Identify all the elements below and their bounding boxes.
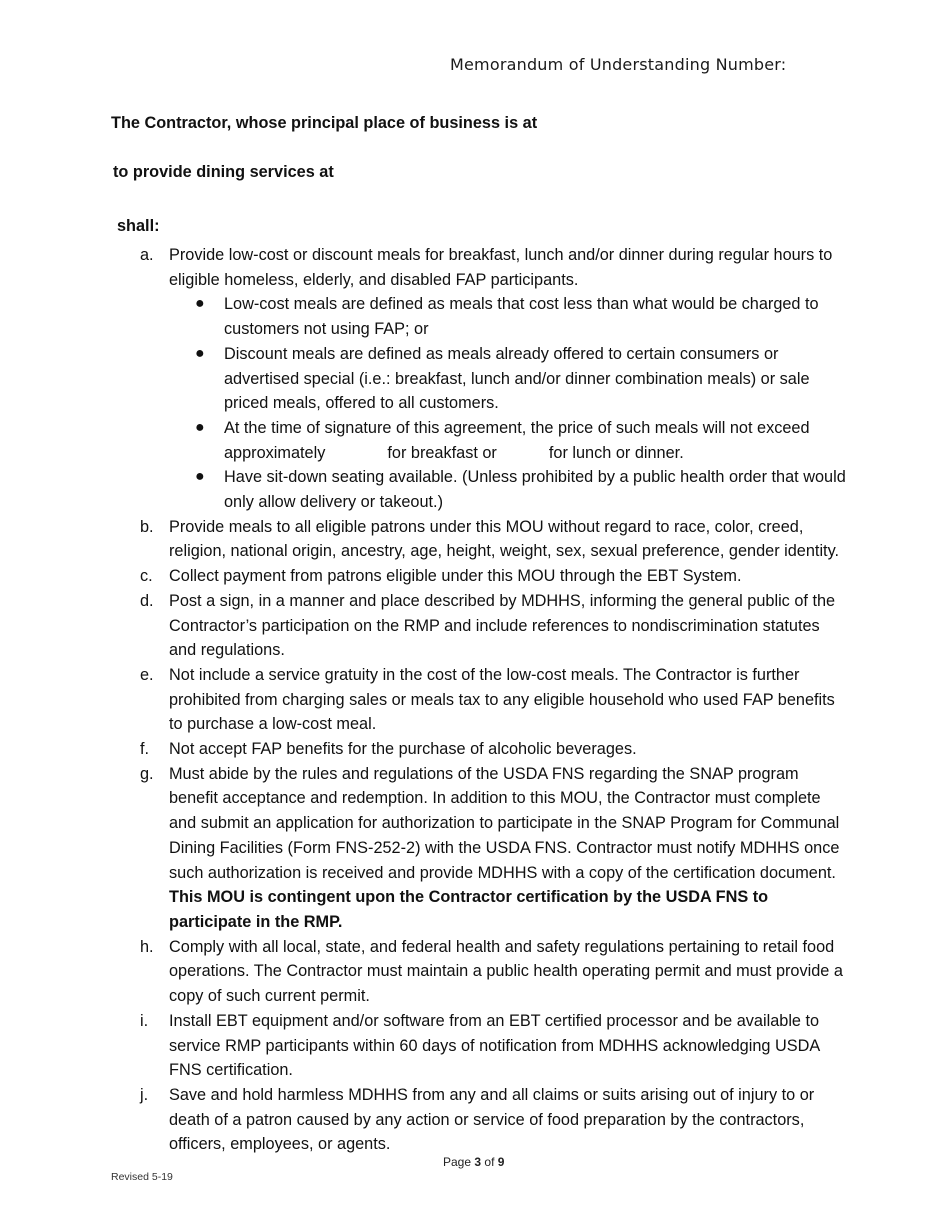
shall-line: shall:: [117, 217, 160, 235]
list-item-a: [140, 243, 850, 292]
price-text-part1: At the time of signature of this agreement, the price of such meals will not exceed approximately: [224, 418, 810, 462]
page-of: of: [484, 1155, 495, 1169]
item-marker: b.: [140, 517, 154, 536]
item-marker: e.: [140, 665, 154, 684]
list-item-b: [140, 515, 850, 564]
item-text: Save and hold harmless MDHHS from any and all claims or suits arising out of injury to or death of a patron caused by any action or service of food preparation by the contractors, officers, employees, or agents.: [169, 1085, 815, 1154]
item-text: Comply with all local, state, and federal health and safety regulations pertaining to retail food operations. The Contractor must maintain a public health operating permit and must provide a copy of such current permit.: [169, 937, 843, 1006]
list-item-g: [140, 762, 850, 935]
item-text: Must abide by the rules and regulations of the USDA FNS regarding the SNAP program benefit acceptance and redemption. In addition to this MOU, the Contractor must complete and submit an application for authorization to participate in the SNAP Program for Communal Dining Facilities (Form FNS-252-2) with the USDA FNS. Contractor must notify MDHHS once such authorization is received and provide MDHHS with a copy of the certification document.: [169, 764, 840, 882]
item-text: Collect payment from patrons eligible under this MOU through the EBT System.: [169, 567, 742, 586]
list-item-c: [140, 564, 850, 589]
item-text: Not include a service gratuity in the cost of the low-cost meals. The Contractor is further prohibited from charging sales or meals tax to any eligible household who used FAP benefits to purchase a low-cost meal.: [169, 665, 835, 734]
list-item-d: [140, 589, 850, 663]
list-item-j: [140, 1083, 850, 1157]
sub-bullet-item: [140, 342, 850, 416]
bullet-icon: ●: [195, 468, 205, 486]
item-marker: d.: [140, 591, 154, 610]
contingency-statement: This MOU is contingent upon the Contractor certification by the USDA FNS to participate in the RMP.: [169, 888, 769, 931]
sub-bullet-item: [140, 416, 850, 465]
item-marker: f.: [140, 740, 150, 759]
dining-services-line: to provide dining services at: [113, 163, 334, 181]
sub-bullet-text: Discount meals are defined as meals already offered to certain consumers or advertised special (i.e.: breakfast, lunch and/or dinner combination meals) or sale priced meals, offered to all customers.: [224, 344, 810, 413]
sub-bullet-item: [140, 465, 850, 514]
obligations-list: [140, 243, 850, 1157]
bullet-icon: ●: [195, 418, 205, 436]
item-marker: h.: [140, 937, 154, 956]
contractor-line: The Contractor, whose principal place of business is at: [111, 114, 538, 132]
page-current: 3: [474, 1155, 482, 1169]
item-text: Provide meals to all eligible patrons under this MOU without regard to race, color, creed, religion, national origin, ancestry, age, height, weight, sex, sexual preference, gender identity.: [169, 517, 840, 561]
list-item-h: [140, 935, 850, 1009]
item-marker: a.: [140, 246, 154, 264]
item-marker: j.: [140, 1085, 149, 1104]
list-item-e: [140, 663, 850, 737]
page-total: 9: [497, 1155, 505, 1169]
item-text: Post a sign, in a manner and place described by MDHHS, informing the general public of the Contractor’s participation on the RMP and include references to nondiscrimination statutes and regulations.: [169, 591, 836, 660]
list-item-i: [140, 1009, 850, 1083]
price-text-part2: for breakfast or: [387, 443, 497, 462]
item-text: Not accept FAP benefits for the purchase of alcoholic beverages.: [169, 740, 637, 759]
sub-bullet-text: Have sit-down seating available. (Unless prohibited by a public health order that would only allow delivery or takeout.): [224, 468, 846, 512]
item-text: Install EBT equipment and/or software from an EBT certified processor and be available to service RMP participants within 60 days of notification from MDHHS acknowledging USDA FNS certification.: [169, 1011, 820, 1080]
bullet-icon: ●: [195, 295, 205, 313]
page-number: [443, 1155, 504, 1169]
item-text: Provide low-cost or discount meals for breakfast, lunch and/or dinner during regular hours to eligible homeless, elderly, and disabled FAP participants.: [169, 246, 833, 289]
sub-bullet-text: Low-cost meals are defined as meals that cost less than what would be charged to customers not using FAP; or: [224, 295, 819, 339]
page-prefix: Page: [443, 1155, 472, 1169]
sub-bullet-item: [140, 292, 850, 341]
price-text-part3: for lunch or dinner.: [548, 443, 684, 462]
bullet-icon: ●: [195, 344, 205, 362]
item-marker: i.: [140, 1011, 149, 1030]
revision-note: Revised 5-19: [111, 1171, 173, 1183]
item-marker: c.: [140, 567, 153, 586]
item-marker: g.: [140, 764, 154, 783]
memo-number-label: Memorandum of Understanding Number:: [450, 55, 787, 74]
list-item-f: [140, 737, 850, 762]
